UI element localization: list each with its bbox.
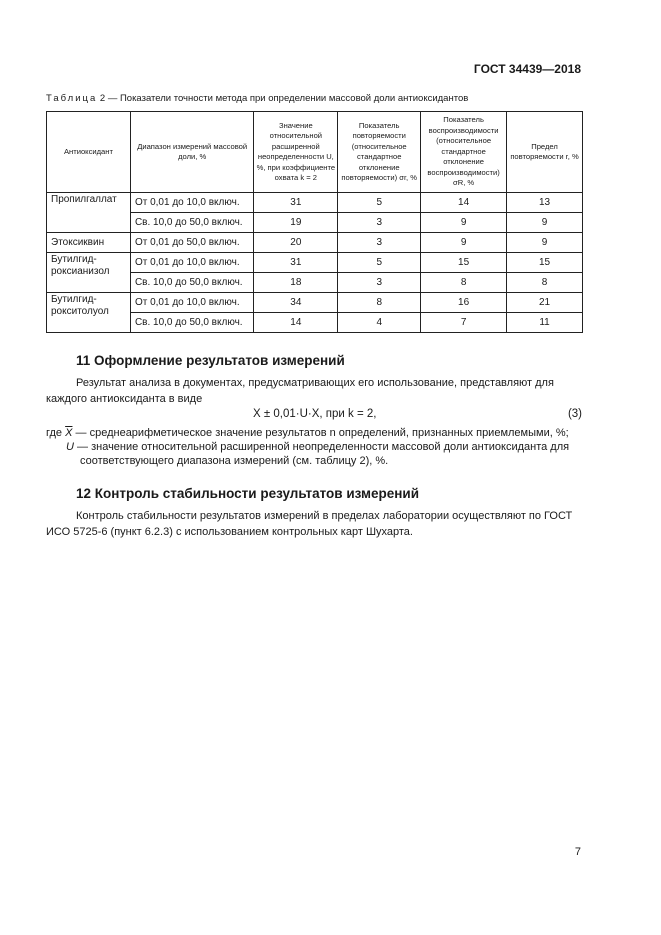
cell-value: 14 bbox=[254, 313, 338, 333]
formula-number: (3) bbox=[567, 408, 582, 420]
definition-u-continued: соответствующего диапазона измерений (см. таблицу 2), %. bbox=[80, 455, 389, 467]
cell-value: 31 bbox=[254, 253, 338, 273]
cell-value: 9 bbox=[507, 233, 583, 253]
cell-value: 8 bbox=[338, 293, 421, 313]
header-uncertainty: Значение относительной расширенной неопределенности U, %, при коэффициенте охвата k = 2 bbox=[254, 112, 338, 193]
cell-value: 31 bbox=[254, 193, 338, 213]
table-row bbox=[47, 233, 583, 253]
definition-lead: где bbox=[46, 427, 63, 439]
header-antioxidant: Антиоксидант bbox=[47, 112, 131, 193]
accuracy-table bbox=[46, 111, 583, 333]
definition-x-text: — среднеарифметическое значение результатов n определений, признанных приемлемыми, %; bbox=[75, 427, 569, 439]
definition-x-symbol: $\overline{X}$ bbox=[65, 427, 73, 439]
table-row bbox=[47, 293, 583, 313]
section-12-paragraph: Контроль стабильности результатов измерений в пределах лаборатории осуществляют по ГОСТ ИСО 5725-6 (пункт 6.2.3) с использованием контрольных карт Шухарта. bbox=[46, 510, 573, 538]
definition-u bbox=[66, 441, 569, 455]
cell-range: От 0,01 до 10,0 включ. bbox=[130, 253, 253, 273]
cell-value: 21 bbox=[507, 293, 583, 313]
cell-value: 8 bbox=[507, 273, 583, 293]
cell-value: 9 bbox=[421, 213, 507, 233]
cell-value: 15 bbox=[421, 253, 507, 273]
header-limit: Предел повторяемости r, % bbox=[507, 112, 583, 193]
definition-u-text: — значение относительной расширенной неопределенности массовой доли антиоксиданта для bbox=[77, 441, 570, 453]
cell-antioxidant: Бутилгид-рокситолуол bbox=[47, 293, 131, 333]
cell-antioxidant: Этоксиквин bbox=[47, 233, 131, 253]
cell-value: 14 bbox=[421, 193, 507, 213]
header-reproducibility: Показатель воспроизводимости (относительное стандартное отклонение воспроизводимости) σR, % bbox=[421, 112, 507, 193]
cell-value: 5 bbox=[338, 193, 421, 213]
cell-range: Св. 10,0 до 50,0 включ. bbox=[130, 313, 253, 333]
cell-value: 18 bbox=[254, 273, 338, 293]
document-header: ГОСТ 34439—2018 bbox=[473, 62, 581, 76]
header-range: Диапазон измерений массовой доли, % bbox=[130, 112, 253, 193]
definition-u-symbol: U bbox=[66, 441, 74, 453]
cell-value: 16 bbox=[421, 293, 507, 313]
cell-value: 20 bbox=[254, 233, 338, 253]
cell-antioxidant: Бутилгид-роксианизол bbox=[47, 253, 131, 293]
section-12-title: 12 Контроль стабильности результатов измерений bbox=[76, 486, 420, 501]
table-caption-label: Таблица bbox=[46, 93, 98, 104]
cell-value: 9 bbox=[421, 233, 507, 253]
cell-value: 9 bbox=[507, 213, 583, 233]
table-caption-text: 2 — Показатели точности метода при определении массовой доли антиоксидантов bbox=[99, 93, 469, 104]
cell-value: 34 bbox=[254, 293, 338, 313]
cell-value: 3 bbox=[338, 273, 421, 293]
cell-value: 11 bbox=[507, 313, 583, 333]
formula: X ± 0,01·U·X, при k = 2, bbox=[253, 408, 377, 420]
table-header-row bbox=[47, 112, 583, 193]
table-caption bbox=[46, 93, 468, 104]
cell-value: 15 bbox=[507, 253, 583, 273]
cell-range: От 0,01 до 10,0 включ. bbox=[130, 293, 253, 313]
cell-value: 13 bbox=[507, 193, 583, 213]
page-number: 7 bbox=[574, 846, 581, 858]
cell-range: Св. 10,0 до 50,0 включ. bbox=[130, 273, 253, 293]
table-row bbox=[47, 193, 583, 213]
cell-value: 3 bbox=[338, 213, 421, 233]
cell-value: 4 bbox=[338, 313, 421, 333]
cell-value: 7 bbox=[421, 313, 507, 333]
cell-range: От 0,01 до 10,0 включ. bbox=[130, 193, 253, 213]
section-11-paragraph: Результат анализа в документах, предусматривающих его использование, представляют для каждого антиоксиданта в виде bbox=[46, 377, 554, 405]
definition-x bbox=[46, 427, 569, 441]
cell-value: 3 bbox=[338, 233, 421, 253]
header-repeatability: Показатель повторяемости (относительное стандартное отклонение повторяемости) σr, % bbox=[338, 112, 421, 193]
cell-antioxidant: Пропилгаллат bbox=[47, 193, 131, 233]
cell-value: 5 bbox=[338, 253, 421, 273]
cell-value: 8 bbox=[421, 273, 507, 293]
cell-range: Св. 10,0 до 50,0 включ. bbox=[130, 213, 253, 233]
cell-range: От 0,01 до 50,0 включ. bbox=[130, 233, 253, 253]
cell-value: 19 bbox=[254, 213, 338, 233]
table-row bbox=[47, 253, 583, 273]
section-11-title: 11 Оформление результатов измерений bbox=[76, 353, 345, 368]
